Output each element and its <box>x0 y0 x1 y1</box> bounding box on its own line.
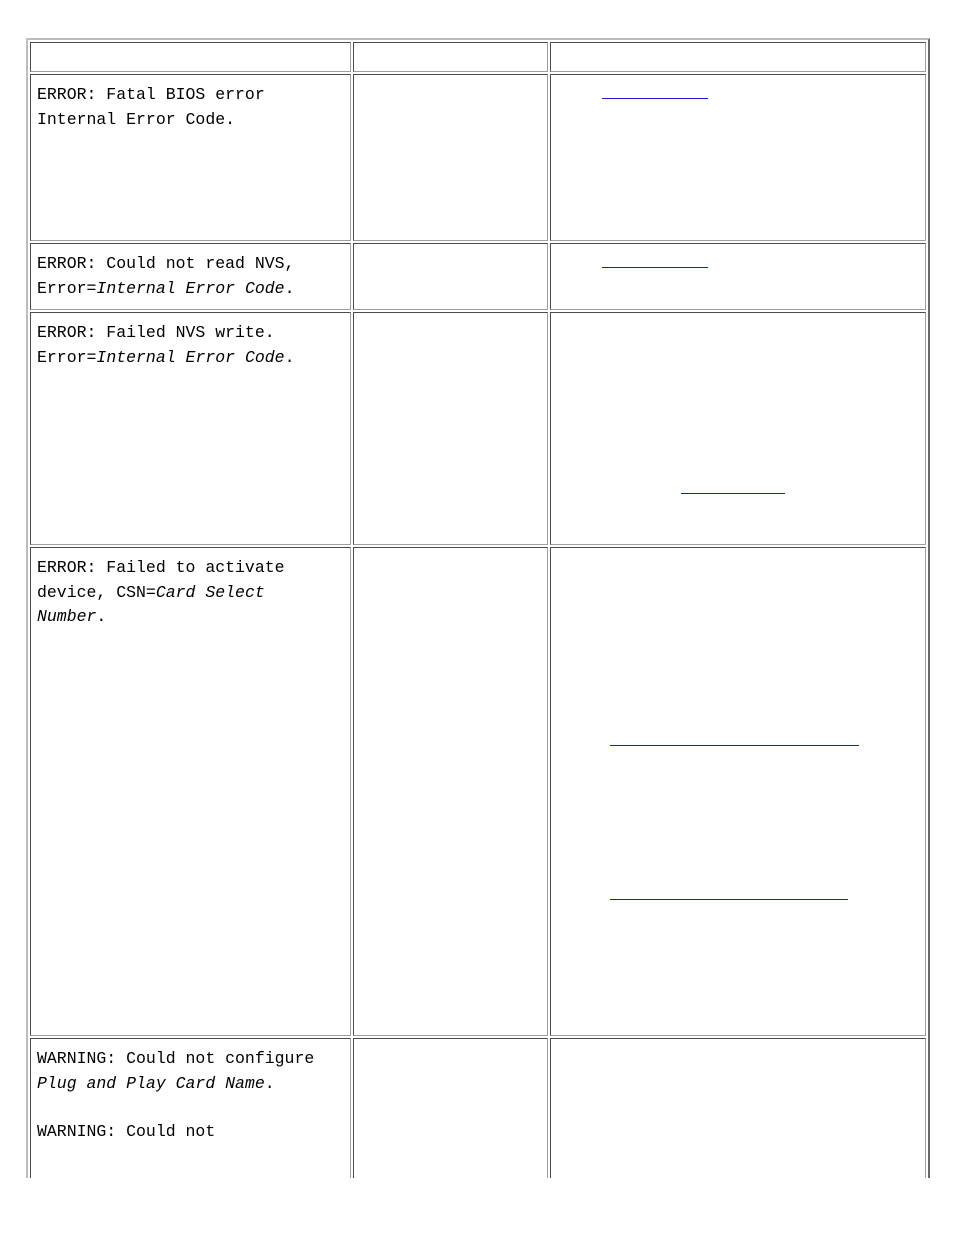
message-text: . <box>284 278 295 298</box>
table-row <box>30 547 926 1036</box>
table-row <box>30 1038 926 1178</box>
message-text: . <box>284 347 295 367</box>
action-cell <box>550 74 926 241</box>
cause-cell <box>353 1038 549 1178</box>
message-variable: Internal Error Code <box>96 347 285 367</box>
message-text: . <box>96 607 107 626</box>
action-cell <box>550 243 926 310</box>
message-text: ERROR: Fatal BIOS error Internal Error Code. <box>37 85 265 129</box>
cause-cell <box>353 312 549 545</box>
message-cell <box>30 547 351 1036</box>
message-cell <box>30 74 351 241</box>
table-row <box>30 243 926 310</box>
message-text: WARNING: Could not <box>37 1122 216 1141</box>
action-cell <box>550 1038 926 1178</box>
line-spacer <box>37 1096 344 1120</box>
message-variable: Card Select Number <box>37 582 265 626</box>
table-row <box>30 74 926 241</box>
message-cell <box>30 1038 351 1178</box>
message-text: ERROR: Failed NVS write. Error= <box>37 323 275 367</box>
message-table-viewport <box>26 0 930 1178</box>
reference-link[interactable] <box>602 267 708 268</box>
cause-cell <box>353 547 549 1036</box>
message-text: ERROR: Could not read NVS, Error= <box>37 254 295 298</box>
action-cell <box>550 42 926 72</box>
reference-link[interactable] <box>681 493 785 494</box>
message-text: ERROR: Failed to activate device, CSN= <box>37 558 285 602</box>
message-variable: Plug and Play Card Name <box>37 1073 265 1093</box>
action-cell <box>550 547 926 1036</box>
cause-cell <box>353 42 549 72</box>
action-cell <box>550 312 926 545</box>
table-row <box>30 42 926 72</box>
reference-link[interactable] <box>610 745 859 746</box>
table-row <box>30 312 926 545</box>
message-cell <box>30 42 351 72</box>
message-text: WARNING: Could not configure <box>37 1049 315 1068</box>
message-cell <box>30 312 351 545</box>
cause-cell <box>353 243 549 310</box>
message-cell <box>30 243 351 310</box>
reference-link[interactable] <box>610 899 848 900</box>
reference-link[interactable] <box>602 98 708 99</box>
error-message-table <box>26 38 930 1178</box>
cause-cell <box>353 74 549 241</box>
message-variable: Internal Error Code <box>96 278 285 298</box>
message-text: . <box>264 1073 275 1093</box>
